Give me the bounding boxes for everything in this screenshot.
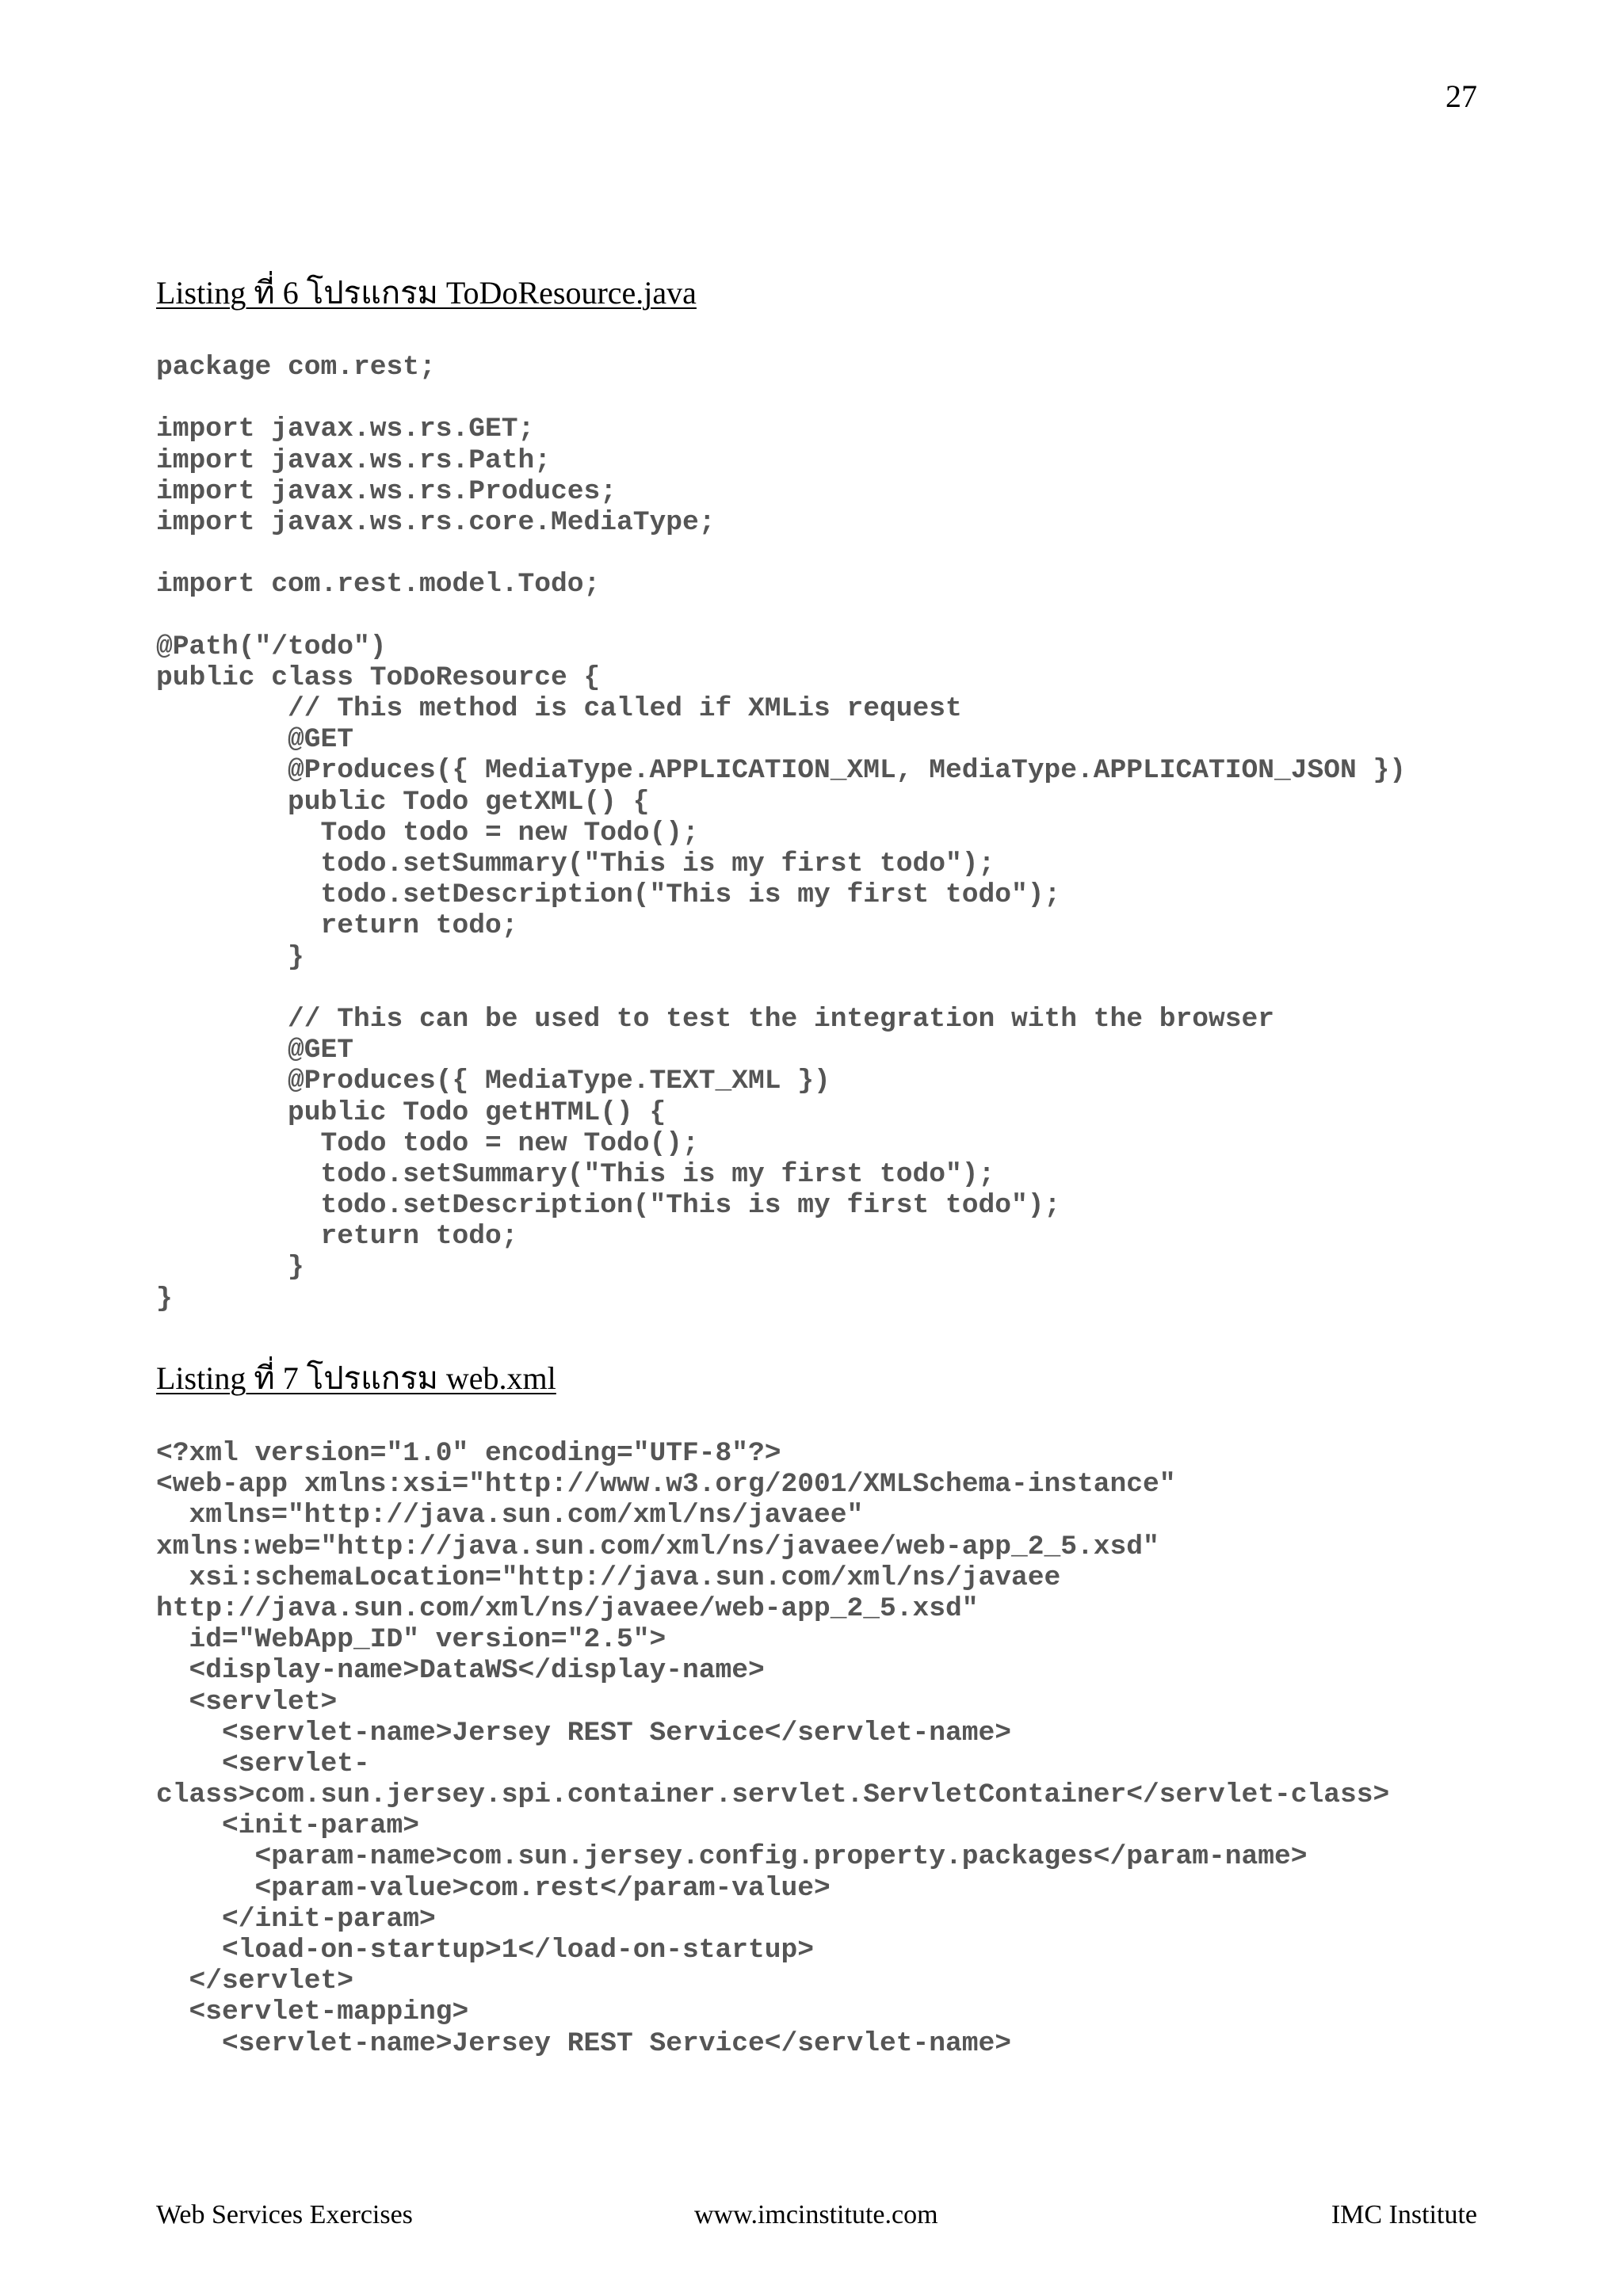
code-line: public Todo getHTML() { — [156, 1097, 666, 1128]
code-line: } — [156, 941, 304, 973]
code-line: class>com.sun.jersey.spi.container.servlet.ServletContainer</servlet-class> — [156, 1779, 1390, 1811]
code-line: public Todo getXML() { — [156, 786, 650, 818]
code-line: <servlet- — [156, 1748, 370, 1779]
code-line: http://java.sun.com/xml/ns/javaee/web-app_2_5.xsd" — [156, 1592, 979, 1624]
code-line: @GET — [156, 1035, 354, 1066]
code-line: <display-name>DataWS</display-name> — [156, 1655, 765, 1687]
code-line: @Produces({ MediaType.TEXT_XML }) — [156, 1066, 831, 1097]
footer-website: www.imcinstitute.com — [694, 2200, 938, 2229]
code-line: <?xml version="1.0" encoding="UTF-8"?> — [156, 1438, 781, 1469]
code-line: import javax.ws.rs.Path; — [156, 444, 552, 476]
code-line: </init-param> — [156, 1903, 436, 1935]
code-line: </servlet> — [156, 1966, 354, 1997]
code-line: <servlet-name>Jersey REST Service</servlet-name> — [156, 1717, 1012, 1749]
code-line: <load-on-startup>1</load-on-startup> — [156, 1935, 815, 1966]
code-line: // This can be used to test the integration with the browser — [156, 1003, 1275, 1035]
footer-title: Web Services Exercises — [156, 2200, 413, 2229]
code-line: <servlet-mapping> — [156, 1997, 469, 2028]
page-number: 27 — [1445, 78, 1477, 114]
code-line — [156, 383, 1406, 414]
code-line: return todo; — [156, 910, 518, 942]
code-line: id="WebApp_ID" version="2.5"> — [156, 1624, 666, 1656]
code-line: public class ToDoResource { — [156, 662, 601, 693]
code-line: Todo todo = new Todo(); — [156, 1127, 699, 1159]
code-line: <param-name>com.sun.jersey.config.property.packages</param-name> — [156, 1841, 1308, 1873]
code-line: Todo todo = new Todo(); — [156, 817, 699, 849]
listing-7-heading: Listing ที่ 7 โปรแกรม web.xml — [156, 1360, 556, 1396]
code-line: <param-value>com.rest</param-value> — [156, 1872, 831, 1904]
code-line: xmlns="http://java.sun.com/xml/ns/javaee" — [156, 1500, 864, 1531]
code-line — [156, 538, 1406, 569]
code-line: todo.setDescription("This is my first todo"); — [156, 1190, 1061, 1222]
code-line: import com.rest.model.Todo; — [156, 569, 601, 601]
code-line: todo.setSummary("This is my first todo"); — [156, 849, 995, 879]
footer-institute: IMC Institute — [1331, 2200, 1477, 2229]
code-line: <servlet> — [156, 1686, 338, 1718]
code-line: xsi:schemaLocation="http://java.sun.com/xml/ns/javaee — [156, 1562, 1061, 1593]
code-line: <servlet-name>Jersey REST Service</servlet-name> — [156, 2027, 1012, 2059]
code-line: xmlns:web="http://java.sun.com/xml/ns/javaee/web-app_2_5.xsd" — [156, 1531, 1159, 1562]
code-line: import javax.ws.rs.core.MediaType; — [156, 506, 716, 538]
code-line: package com.rest; — [156, 352, 436, 383]
code-line: import javax.ws.rs.Produces; — [156, 475, 617, 507]
code-line: // This method is called if XMLis request — [156, 693, 962, 725]
code-line: } — [156, 1252, 304, 1283]
code-line — [156, 601, 1406, 631]
code-line: <init-param> — [156, 1810, 420, 1842]
code-line: todo.setDescription("This is my first todo"); — [156, 879, 1061, 911]
code-line: @Path("/todo") — [156, 631, 387, 662]
code-line: import javax.ws.rs.GET; — [156, 414, 535, 445]
code-line: return todo; — [156, 1221, 518, 1253]
listing-6-code — [156, 352, 1406, 1314]
listing-6-heading: Listing ที่ 6 โปรแกรม ToDoResource.java — [156, 275, 697, 311]
code-line — [156, 973, 1406, 1004]
listing-7-code — [156, 1438, 1389, 2059]
code-line: todo.setSummary("This is my first todo"); — [156, 1158, 995, 1190]
code-line: <web-app xmlns:xsi="http://www.w3.org/2001/XMLSchema-instance" — [156, 1469, 1176, 1501]
code-line: @Produces({ MediaType.APPLICATION_XML, MediaType.APPLICATION_JSON }) — [156, 755, 1407, 787]
code-line: } — [156, 1283, 173, 1314]
code-line: @GET — [156, 724, 354, 756]
